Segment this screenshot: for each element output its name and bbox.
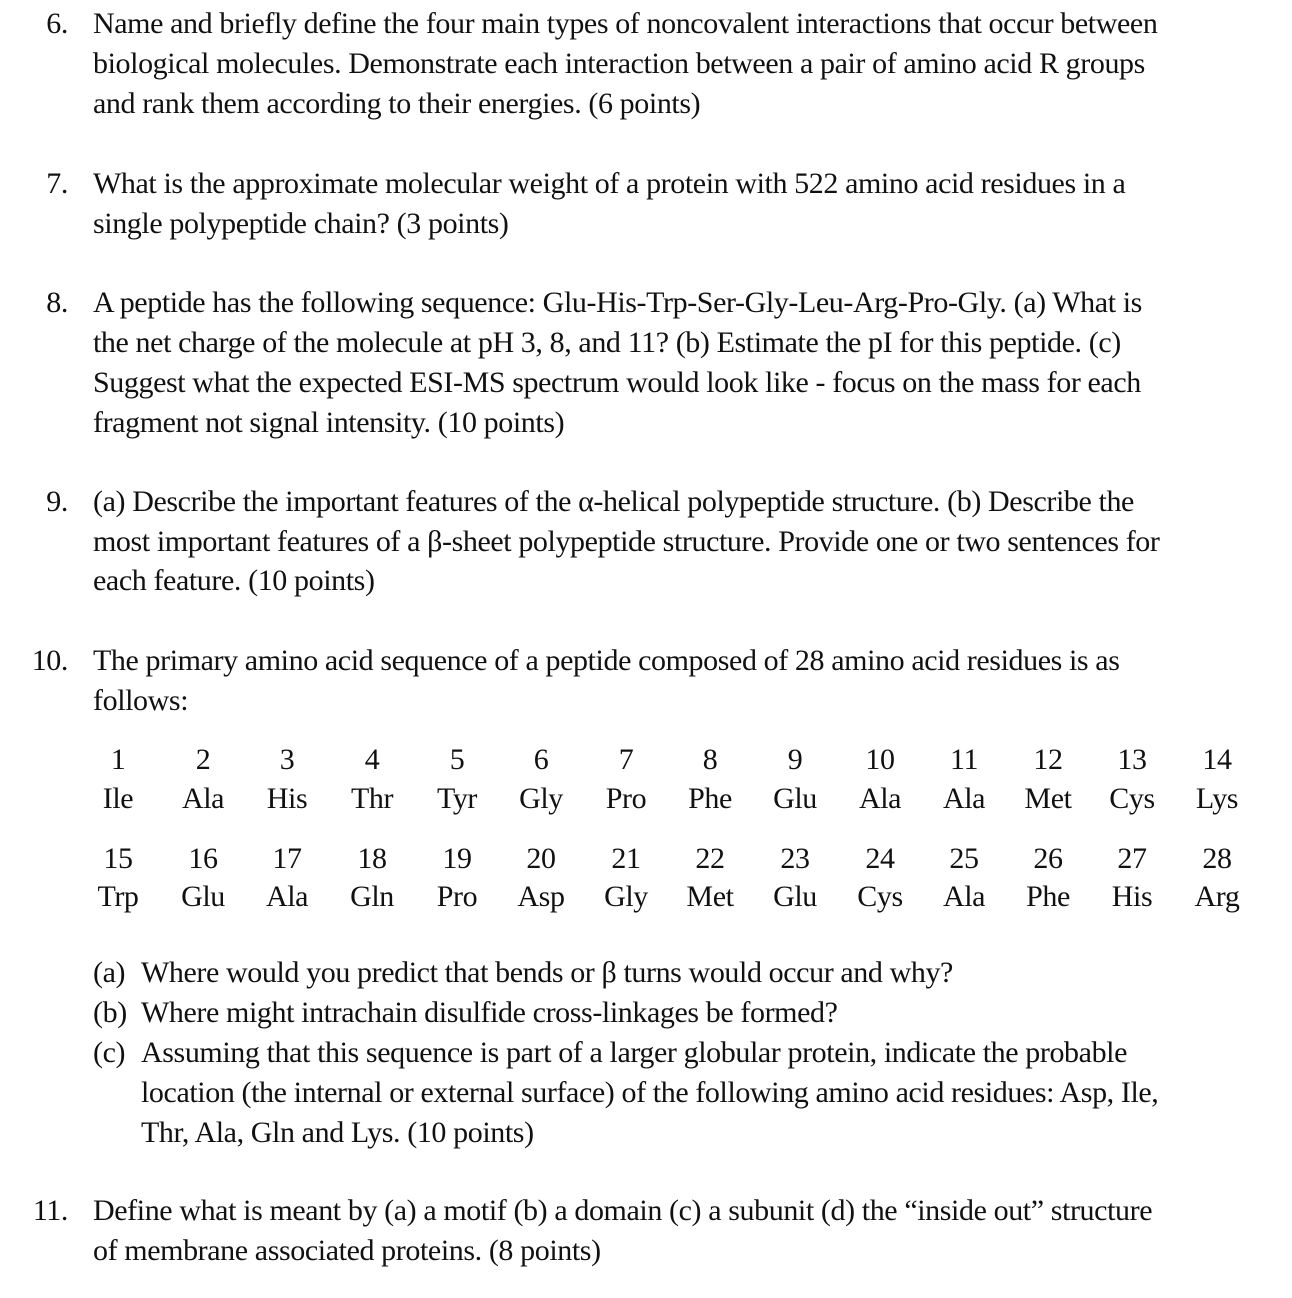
residue-number: 16 (188, 842, 218, 875)
residue-name: Ile (102, 782, 134, 815)
subpart-label-c: (c) (93, 1036, 126, 1069)
residue-name: Cys (1109, 782, 1155, 815)
subpart-b-text: Where might intrachain disulfide cross-linkages be formed? (141, 996, 838, 1029)
subpart-label-a: (a) (93, 956, 126, 989)
residue-number: 12 (1033, 743, 1063, 776)
residue-name: Asp (517, 880, 565, 913)
question-number: 10. (31, 644, 68, 677)
residue-number: 3 (279, 743, 295, 776)
residue-name: Glu (181, 880, 225, 913)
question-text-line: A peptide has the following sequence: Glu-His-Trp-Ser-Gly-Leu-Arg-Pro-Gly. (a) What is (93, 286, 1142, 319)
residue-name: Gly (519, 782, 563, 815)
residue-number: 28 (1202, 842, 1232, 875)
residue-name: Phe (688, 782, 732, 815)
question-text-line: single polypeptide chain? (3 points) (93, 207, 509, 240)
residue-name: Ala (181, 782, 225, 815)
residue-name: Phe (1026, 880, 1070, 913)
subpart-a-text: Where would you predict that bends or β turns would occur and why? (141, 956, 953, 989)
question-number: 7. (46, 167, 68, 200)
question-text-line: follows: (93, 684, 189, 717)
residue-name: Ala (858, 782, 902, 815)
residue-number: 23 (780, 842, 810, 875)
residue-number: 8 (702, 743, 718, 776)
question-number: 9. (46, 485, 68, 518)
question-number: 8. (46, 286, 68, 319)
question-text-line: most important features of a β-sheet polypeptide structure. Provide one or two sentences for (93, 525, 1160, 558)
residue-name: Trp (97, 880, 139, 913)
residue-number: 18 (357, 842, 387, 875)
question-text-line: Name and briefly define the four main types of noncovalent interactions that occur between (93, 7, 1158, 40)
question-number: 6. (46, 7, 68, 40)
residue-name: Pro (436, 880, 478, 913)
residue-name: Ala (942, 880, 986, 913)
question-text-line: The primary amino acid sequence of a peptide composed of 28 amino acid residues is as (93, 644, 1120, 677)
question-text-line: and rank them according to their energies. (6 points) (93, 87, 701, 120)
residue-name: Ala (265, 880, 309, 913)
residue-number: 24 (865, 842, 895, 875)
residue-number: 2 (195, 743, 211, 776)
residue-name: Gln (350, 880, 394, 913)
residue-name: His (266, 782, 308, 815)
residue-number: 25 (949, 842, 979, 875)
residue-name: Cys (857, 880, 903, 913)
residue-name: Thr (350, 782, 394, 815)
question-text-line: fragment not signal intensity. (10 points) (93, 406, 565, 439)
residue-name: Gly (604, 880, 648, 913)
residue-number: 21 (611, 842, 641, 875)
residue-number: 4 (364, 743, 380, 776)
residue-number: 9 (787, 743, 803, 776)
subpart-c-text: location (the internal or external surface) of the following amino acid residues: Asp, Ile, (141, 1076, 1159, 1109)
question-number: 11. (32, 1194, 68, 1227)
residue-number: 5 (449, 743, 465, 776)
question-text-line: of membrane associated proteins. (8 points) (93, 1234, 601, 1267)
residue-number: 22 (695, 842, 725, 875)
residue-number: 11 (949, 743, 979, 776)
question-text-line: biological molecules. Demonstrate each interaction between a pair of amino acid R groups (93, 47, 1145, 80)
residue-number: 27 (1117, 842, 1147, 875)
residue-number: 7 (618, 743, 634, 776)
question-text-line: each feature. (10 points) (93, 564, 375, 597)
question-text-line: the net charge of the molecule at pH 3, 8, and 11? (b) Estimate the pI for this peptide. (c) (93, 326, 1121, 359)
subpart-c-text: Assuming that this sequence is part of a larger globular protein, indicate the probable (141, 1036, 1128, 1069)
residue-name: Met (1024, 782, 1072, 815)
residue-name: Met (686, 880, 734, 913)
residue-number: 26 (1033, 842, 1063, 875)
residue-number: 10 (865, 743, 895, 776)
residue-number: 1 (110, 743, 126, 776)
subpart-c-text: Thr, Ala, Gln and Lys. (10 points) (141, 1116, 534, 1149)
question-text-line: Define what is meant by (a) a motif (b) a domain (c) a subunit (d) the “inside out” structure (93, 1194, 1153, 1227)
question-text-line: What is the approximate molecular weight of a protein with 522 amino acid residues in a (93, 167, 1126, 200)
residue-number: 15 (103, 842, 133, 875)
residue-name: Tyr (436, 782, 478, 815)
question-text-line: Suggest what the expected ESI-MS spectrum would look like - focus on the mass for each (93, 366, 1141, 399)
residue-name: Glu (773, 782, 817, 815)
residue-name: Ala (942, 782, 986, 815)
subpart-label-b: (b) (93, 996, 127, 1029)
residue-number: 14 (1202, 743, 1232, 776)
question-text-line: (a) Describe the important features of the α-helical polypeptide structure. (b) Describe the (93, 485, 1134, 518)
residue-number: 20 (526, 842, 556, 875)
residue-number: 6 (533, 743, 549, 776)
residue-number: 19 (442, 842, 472, 875)
residue-name: Glu (773, 880, 817, 913)
residue-name: Lys (1195, 782, 1239, 815)
residue-name: Pro (605, 782, 647, 815)
residue-number: 17 (272, 842, 302, 875)
residue-name: Arg (1194, 880, 1240, 913)
residue-number: 13 (1117, 743, 1147, 776)
residue-name: His (1111, 880, 1153, 913)
